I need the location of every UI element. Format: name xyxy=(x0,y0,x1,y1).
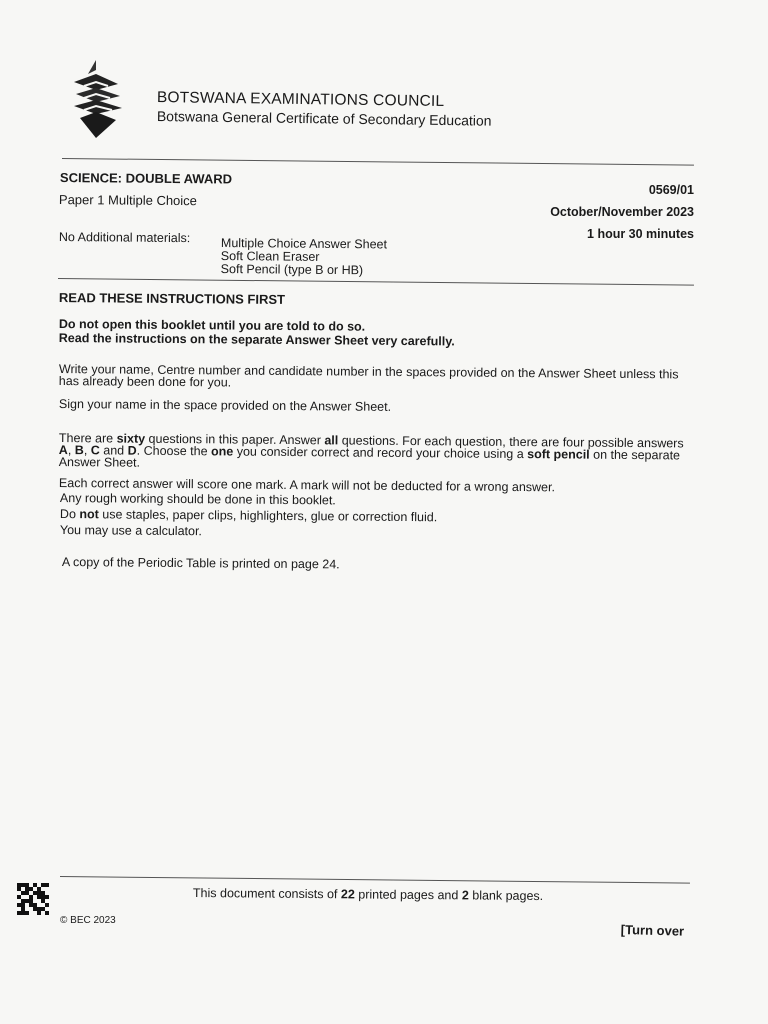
instruction-paragraph: Write your name, Centre number and candidate number in the spaces provided on the Answer Sheet unless this has already been done for you. xyxy=(58,362,679,390)
warning-line: Read the instructions on the separate Answer Sheet very carefully. xyxy=(58,330,455,349)
instruction-paragraph: There are sixty questions in this paper. Answer all questions. For each question, there are four possible answers A, B, C and D. Choose the one you consider correct and record your choice using a soft pencil on the separate Answer Sheet. xyxy=(58,431,684,470)
warning-line: Do not open this booklet until you are told to do so. xyxy=(58,317,366,334)
divider-bottom xyxy=(60,876,690,884)
instruction-paragraph: Each correct answer will score one mark. A mark will not be deducted for a wrong answer. xyxy=(58,476,556,495)
warning-block xyxy=(59,317,455,348)
material-item: Multiple Choice Answer Sheet xyxy=(220,236,388,252)
page-count-note: This document consists of 22 printed pages and 2 blank pages. xyxy=(192,886,544,904)
instruction-paragraph: Any rough working should be done in this booklet. xyxy=(59,491,336,508)
material-item: Soft Clean Eraser xyxy=(220,248,320,264)
instruction-paragraph: Sign your name in the space provided on the Answer Sheet. xyxy=(58,397,392,414)
exam-duration: 1 hour 30 minutes xyxy=(587,227,694,241)
instruction-paragraph: Do not use staples, paper clips, highlighters, glue or correction fluid. xyxy=(59,507,438,525)
copyright: © BEC 2023 xyxy=(60,915,116,926)
instructions-heading: READ THESE INSTRUCTIONS FIRST xyxy=(58,290,286,307)
subject-title: SCIENCE: DOUBLE AWARD xyxy=(59,170,233,187)
divider-mid xyxy=(58,278,694,286)
qr-code xyxy=(17,883,49,915)
bec-logo xyxy=(66,60,130,140)
org-name: BOTSWANA EXAMINATIONS COUNCIL xyxy=(156,89,445,111)
turn-over-label: [Turn over xyxy=(620,922,685,939)
divider-top xyxy=(62,158,694,166)
materials-label: No Additional materials: xyxy=(58,230,191,246)
materials-list xyxy=(221,237,387,277)
instruction-paragraph: You may use a calculator. xyxy=(59,523,203,539)
syllabus-code: 0569/01 xyxy=(648,183,694,197)
exam-session: October/November 2023 xyxy=(550,205,694,219)
org-subtitle: Botswana General Certificate of Secondary Education xyxy=(156,108,492,129)
paper-title: Paper 1 Multiple Choice xyxy=(58,192,198,209)
periodic-table-note: A copy of the Periodic Table is printed on page 24. xyxy=(61,555,340,572)
material-item: Soft Pencil (type B or HB) xyxy=(220,261,364,278)
